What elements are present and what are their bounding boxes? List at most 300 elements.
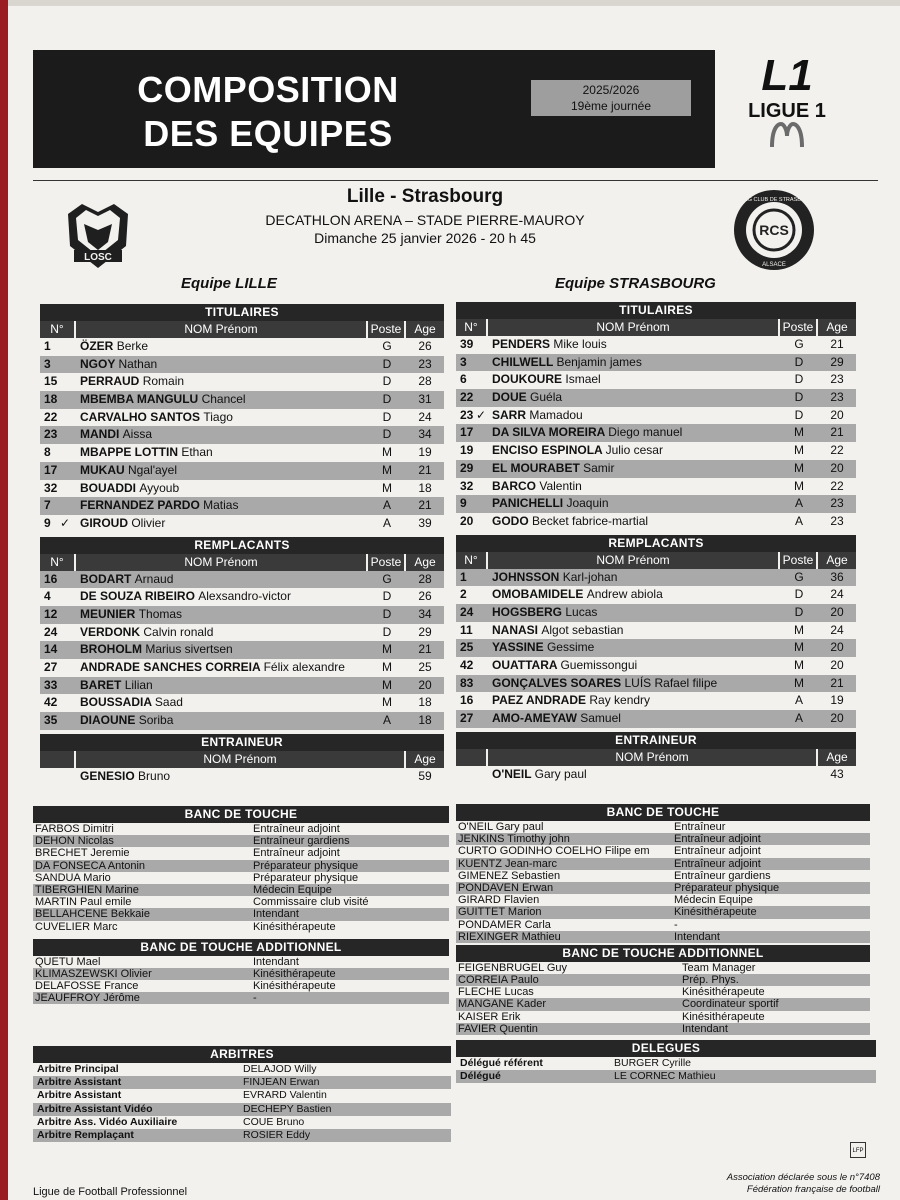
ligue1-logo	[732, 52, 842, 172]
player-first-name: Nathan	[118, 356, 158, 371]
player-position: M	[382, 660, 392, 674]
player-age: 31	[406, 391, 444, 409]
player-number	[40, 588, 76, 606]
player-last-name: FERNANDEZ PARDO	[80, 498, 200, 513]
player-last-name: DIAOUNE	[80, 713, 136, 728]
player-first-name: Lilian	[124, 677, 153, 692]
player-position: M	[368, 677, 406, 695]
player-name	[76, 571, 368, 589]
col-age: Age	[406, 751, 444, 768]
player-number-text: 23	[44, 427, 58, 442]
home-starters-list	[40, 338, 444, 533]
staff-role: Kinésithérapeute	[253, 920, 336, 933]
player-row	[456, 604, 856, 622]
home-team-label: Equipe LILLE	[181, 275, 277, 292]
player-name	[488, 371, 780, 389]
player-row	[40, 444, 444, 462]
player-name	[76, 497, 368, 515]
player-first-name: Gessime	[546, 640, 595, 655]
player-position: A	[368, 497, 406, 515]
staff-role: Kinésithérapeute	[674, 906, 870, 918]
player-row	[456, 389, 856, 407]
player-last-name: PERRAUD	[80, 374, 140, 389]
staff-row	[33, 956, 449, 968]
home-coach-age: 59	[418, 768, 432, 783]
player-first-name: Mike louis	[553, 337, 607, 351]
player-position: G	[368, 571, 406, 589]
staff-name: MANGANE Kader	[456, 998, 682, 1010]
player-number-text: 8	[44, 445, 51, 460]
player-number-text: 32	[460, 478, 474, 493]
ligue1-wordmark: LIGUE 1	[748, 100, 826, 122]
player-number	[40, 444, 76, 462]
player-position: D	[382, 589, 392, 604]
player-age: 34	[406, 426, 444, 444]
col-name: NOM Prénom	[76, 751, 406, 768]
player-last-name: MUKAU	[80, 462, 125, 477]
player-number-text: 32	[44, 480, 58, 495]
player-number	[456, 424, 488, 442]
player-number-text: 23	[460, 407, 474, 422]
staff-row	[456, 833, 870, 845]
player-number	[456, 354, 488, 372]
player-number	[456, 371, 488, 389]
player-first-name: Aissa	[122, 427, 153, 442]
player-number	[40, 571, 76, 589]
player-number-text: 35	[44, 713, 58, 728]
player-number	[456, 389, 488, 407]
player-row	[456, 442, 856, 460]
player-name	[76, 606, 368, 624]
home-bench-list	[33, 823, 449, 933]
staff-row	[456, 962, 870, 974]
staff-name: SANDUA Mario	[35, 871, 111, 884]
away-banc-add-header: BANC DE TOUCHE ADDITIONNEL	[456, 945, 870, 962]
staff-name: FAVIER Quentin	[456, 1023, 682, 1035]
player-name	[76, 480, 368, 498]
round-text: 19ème journée	[570, 99, 652, 113]
player-age: 21	[818, 424, 856, 442]
lfp-small-logo: LFP	[850, 1142, 866, 1158]
player-number-text: 12	[44, 606, 58, 621]
player-last-name: VERDONK	[80, 624, 141, 639]
player-age: 22	[830, 478, 844, 493]
player-number	[40, 497, 76, 515]
player-last-name: BODART	[80, 571, 132, 586]
player-position: D	[794, 407, 804, 422]
player-number	[456, 478, 488, 496]
player-first-name: Valentin	[539, 478, 582, 493]
player-first-name: Soriba	[138, 713, 174, 728]
officials-list	[33, 1063, 451, 1142]
footer-org: Ligue de Football Professionnel	[33, 1186, 188, 1198]
player-age: 25	[418, 660, 432, 674]
player-last-name: DE SOUZA RIBEIRO	[80, 589, 195, 604]
player-name	[76, 356, 368, 374]
staff-name: MARTIN Paul emile	[35, 896, 132, 909]
player-last-name: EL MOURABET	[492, 460, 580, 475]
official-name: ROSIER Eddy	[243, 1129, 451, 1142]
player-number	[40, 426, 76, 444]
ligue1-mark: L1	[761, 51, 813, 100]
home-coach-name: GENESIO Bruno	[80, 768, 171, 783]
player-number-text: 11	[460, 622, 473, 637]
player-row	[40, 712, 444, 730]
player-first-name: Tiago	[203, 409, 233, 424]
player-last-name: BARCO	[492, 478, 536, 493]
svg-text:LOSC: LOSC	[84, 252, 112, 263]
player-first-name: Félix alexandre	[263, 660, 345, 674]
player-number-text: 18	[44, 392, 58, 407]
staff-row	[456, 845, 870, 857]
losc-logo-icon	[62, 200, 134, 272]
staff-role: Kinésithérapeute	[682, 1010, 765, 1023]
player-number	[456, 692, 488, 710]
staff-row	[456, 1011, 870, 1023]
player-last-name: GODO	[492, 513, 529, 528]
player-age: 24	[830, 622, 844, 637]
away-subs-list	[456, 569, 856, 728]
svg-text:RACING CLUB DE STRASBOURG: RACING CLUB DE STRASBOURG	[732, 197, 816, 203]
player-age: 22	[830, 443, 844, 458]
staff-name: JENKINS Timothy john	[456, 833, 674, 845]
player-last-name: CARVALHO SANTOS	[80, 409, 201, 424]
player-first-name: Ismael	[565, 372, 601, 387]
col-blank	[40, 751, 76, 768]
staff-row	[33, 896, 449, 908]
player-last-name: OMOBAMIDELE	[492, 587, 584, 602]
player-position: D	[368, 426, 406, 444]
staff-name: FLECHE Lucas	[458, 986, 534, 999]
staff-role: Entraîneur adjoint	[674, 833, 870, 845]
player-number	[456, 569, 488, 587]
officials-panel	[33, 1046, 451, 1142]
staff-role: Entraîneur adjoint	[674, 845, 761, 858]
player-last-name: OUATTARA	[492, 658, 558, 672]
player-number	[456, 407, 488, 425]
player-age: 20	[818, 604, 856, 622]
staff-name: CURTO GODINHO COELHO Filipe em	[458, 845, 650, 858]
away-team-label: Equipe STRASBOURG	[555, 275, 716, 292]
official-role: Arbitre Remplaçant	[33, 1129, 243, 1142]
player-number-text: 27	[44, 660, 58, 674]
player-last-name: MBAPPE LOTTIN	[80, 445, 178, 460]
player-name	[488, 586, 780, 604]
player-first-name: Matias	[203, 498, 239, 513]
col-age: Age	[818, 749, 856, 766]
player-position: D	[382, 374, 392, 389]
player-first-name: Ethan	[181, 445, 213, 460]
official-row	[456, 1057, 876, 1070]
player-age: 20	[818, 460, 856, 478]
away-remplacants-header: REMPLACANTS	[456, 535, 856, 552]
official-name: DELAJOD Willy	[243, 1063, 317, 1075]
staff-row	[33, 884, 449, 896]
delegates-panel	[456, 1040, 876, 1083]
player-number	[40, 409, 76, 427]
official-role: Délégué	[456, 1070, 614, 1083]
player-first-name: Ayyoub	[139, 480, 180, 495]
col-name: NOM Prénom	[488, 749, 818, 766]
player-number	[40, 356, 76, 374]
player-row	[40, 624, 444, 642]
staff-row	[33, 921, 449, 933]
player-first-name: Ngal'ayel	[128, 462, 177, 477]
player-age: 26	[418, 339, 432, 353]
staff-row	[456, 870, 870, 882]
player-number-text: 3	[44, 356, 51, 371]
player-position: M	[794, 443, 804, 458]
player-position: M	[780, 460, 818, 478]
player-row	[456, 710, 856, 728]
player-last-name: BOUADDI	[80, 480, 136, 495]
player-number-text: 20	[460, 513, 474, 528]
player-first-name: Samuel	[580, 711, 621, 726]
player-row	[40, 497, 444, 515]
svg-text:ALSACE: ALSACE	[762, 262, 786, 268]
player-last-name: GONÇALVES SOARES	[492, 675, 622, 690]
player-number-text: 1	[460, 569, 467, 584]
away-titulaires-columns	[456, 319, 856, 336]
player-name	[488, 495, 780, 513]
player-first-name: LUÍS Rafael filipe	[624, 675, 718, 690]
player-age: 34	[406, 606, 444, 624]
match-title: Lille - Strasbourg	[346, 186, 504, 207]
player-position: D	[368, 391, 406, 409]
staff-role: Médecin Equipe	[674, 894, 753, 907]
player-number	[40, 373, 76, 391]
sponsor-arches-icon	[732, 122, 842, 154]
match-venue: DECATHLON ARENA – STADE PIERRE-MAUROY	[265, 212, 585, 228]
away-lineup-panel	[456, 302, 856, 783]
player-first-name: Lucas	[565, 604, 598, 619]
staff-name: BELLAHCENE Bekkaie	[33, 908, 253, 920]
player-age: 21	[406, 497, 444, 515]
player-number-text: 25	[460, 640, 474, 655]
player-first-name: Mamadou	[529, 407, 583, 422]
player-number	[40, 641, 76, 659]
player-row	[456, 371, 856, 389]
staff-role: -	[253, 992, 449, 1004]
player-name	[488, 569, 780, 587]
staff-role: Entraîneur adjoint	[253, 823, 340, 835]
player-last-name: HOGSBERG	[492, 604, 563, 619]
arbitres-header: ARBITRES	[33, 1046, 451, 1063]
player-number-text: 17	[44, 462, 58, 477]
away-remplacants-columns	[456, 552, 856, 569]
official-name: COUE Bruno	[243, 1115, 305, 1128]
player-age: 26	[418, 589, 432, 604]
delegates-list	[456, 1057, 876, 1083]
player-row	[456, 336, 856, 354]
player-position: G	[794, 337, 804, 351]
player-name	[488, 442, 780, 460]
player-age: 28	[406, 571, 444, 589]
player-number	[456, 657, 488, 675]
player-name	[76, 373, 368, 391]
col-num: N°	[40, 321, 76, 338]
player-row	[456, 657, 856, 675]
player-first-name: Algot sebastian	[541, 622, 624, 637]
player-last-name: MANDI	[80, 427, 120, 442]
away-bench-list	[456, 821, 870, 943]
staff-role: Kinésithérapeute	[253, 968, 449, 980]
player-number-text: 9	[44, 515, 51, 530]
player-position: M	[794, 622, 804, 637]
player-number	[40, 462, 76, 480]
player-last-name: PENDERS	[492, 337, 551, 351]
away-bench-panel	[456, 804, 870, 1035]
player-name	[76, 712, 368, 730]
staff-role: Intendant	[253, 955, 299, 968]
staff-row	[456, 821, 870, 833]
staff-role: Préparateur physique	[253, 860, 449, 872]
home-lineup-panel	[40, 304, 444, 785]
player-age: 20	[830, 658, 844, 672]
player-row	[40, 694, 444, 712]
staff-row	[456, 998, 870, 1010]
player-first-name: Andrew abiola	[586, 587, 663, 602]
player-first-name: Karl-johan	[562, 569, 618, 584]
staff-name: KUENTZ Jean-marc	[456, 858, 674, 870]
player-position: G	[780, 569, 818, 587]
player-number-text: 39	[460, 337, 474, 351]
player-number	[40, 624, 76, 642]
away-entraineur-header: ENTRAINEUR	[456, 732, 856, 749]
col-age: Age	[406, 554, 444, 571]
captain-check-icon: ✓	[476, 407, 487, 422]
col-num: N°	[456, 552, 488, 569]
player-number-text: 16	[460, 693, 474, 708]
official-row	[33, 1103, 451, 1116]
player-number	[456, 622, 488, 640]
player-name	[76, 391, 368, 409]
official-name: LE CORNEC Mathieu	[614, 1070, 876, 1083]
player-name	[488, 604, 780, 622]
official-role: Arbitre Principal	[37, 1063, 119, 1075]
home-bench-panel	[33, 806, 449, 1004]
player-first-name: Romain	[142, 374, 185, 389]
player-number-text: 2	[460, 587, 467, 602]
staff-row	[33, 835, 449, 847]
player-last-name: ENCISO ESPINOLA	[492, 443, 603, 458]
official-name: BURGER Cyrille	[614, 1057, 692, 1069]
player-name	[76, 409, 368, 427]
player-name	[488, 692, 780, 710]
player-row	[456, 460, 856, 478]
player-last-name: MBEMBA MANGULU	[80, 392, 199, 407]
player-name	[76, 694, 368, 712]
player-row	[456, 513, 856, 531]
player-age: 20	[818, 710, 856, 728]
player-name	[76, 426, 368, 444]
player-age: 18	[406, 712, 444, 730]
title-banner	[33, 50, 715, 168]
player-age: 23	[818, 495, 856, 513]
staff-role: Entraîneur adjoint	[253, 847, 340, 860]
staff-role: Intendant	[682, 1023, 870, 1035]
player-row	[40, 480, 444, 498]
player-age: 19	[418, 445, 432, 460]
staff-name: FEIGENBRUGEL Guy	[458, 961, 568, 974]
player-number	[456, 710, 488, 728]
rcs-logo-icon	[732, 188, 816, 272]
player-position: M	[382, 445, 392, 460]
player-row	[40, 606, 444, 624]
player-name	[76, 338, 368, 356]
title-line-1: COMPOSITION	[137, 69, 399, 110]
player-first-name: Julio cesar	[605, 443, 663, 458]
staff-name: QUETU Mael	[35, 955, 101, 968]
staff-row	[456, 931, 870, 943]
official-role: Arbitre Assistant	[33, 1076, 243, 1089]
col-pos: Poste	[780, 552, 818, 569]
home-remplacants-columns	[40, 554, 444, 571]
staff-row	[33, 823, 449, 835]
home-coach-columns	[40, 751, 444, 768]
player-age: 20	[406, 677, 444, 695]
player-position: A	[368, 712, 406, 730]
player-name	[488, 424, 780, 442]
player-last-name: PAEZ ANDRADE	[492, 693, 587, 708]
player-number-text: 17	[460, 425, 474, 440]
player-last-name: PANICHELLI	[492, 496, 564, 511]
player-row	[456, 675, 856, 693]
player-row	[456, 495, 856, 513]
player-position: M	[368, 641, 406, 659]
home-remplacants-header: REMPLACANTS	[40, 537, 444, 554]
player-name	[488, 675, 780, 693]
staff-name: GIRARD Flavien	[458, 894, 540, 907]
player-row	[40, 515, 444, 533]
player-position: D	[368, 606, 406, 624]
player-last-name: SARR	[492, 407, 527, 422]
player-row	[456, 354, 856, 372]
player-age: 18	[418, 695, 432, 710]
col-name: NOM Prénom	[488, 552, 780, 569]
player-number	[456, 639, 488, 657]
player-first-name: Chancel	[201, 392, 246, 407]
staff-role: Team Manager	[682, 961, 756, 974]
player-first-name: Benjamin james	[556, 354, 642, 369]
staff-row	[33, 980, 449, 992]
staff-name: FARBOS Dimitri	[35, 823, 114, 835]
col-pos: Poste	[368, 321, 406, 338]
player-name	[488, 639, 780, 657]
col-pos: Poste	[368, 554, 406, 571]
player-name	[488, 354, 780, 372]
player-position: M	[794, 658, 804, 672]
player-number	[456, 442, 488, 460]
official-name: DECHEPY Bastien	[243, 1103, 451, 1116]
staff-name: PONDAVEN Erwan	[456, 882, 674, 894]
player-age: 21	[406, 462, 444, 480]
col-name: NOM Prénom	[488, 319, 780, 336]
home-titulaires-header: TITULAIRES	[40, 304, 444, 321]
player-row	[456, 569, 856, 587]
player-age: 23	[830, 513, 844, 528]
player-first-name: Saad	[154, 695, 183, 710]
player-position: M	[382, 695, 392, 710]
home-subs-list	[40, 571, 444, 730]
official-row	[33, 1089, 451, 1102]
player-name	[488, 622, 780, 640]
player-age: 29	[818, 354, 856, 372]
player-name	[76, 588, 368, 606]
away-coach-name: O'NEIL Gary paul	[492, 766, 587, 781]
official-role: Délégué référent	[460, 1057, 543, 1069]
player-first-name: Joaquin	[566, 496, 609, 511]
